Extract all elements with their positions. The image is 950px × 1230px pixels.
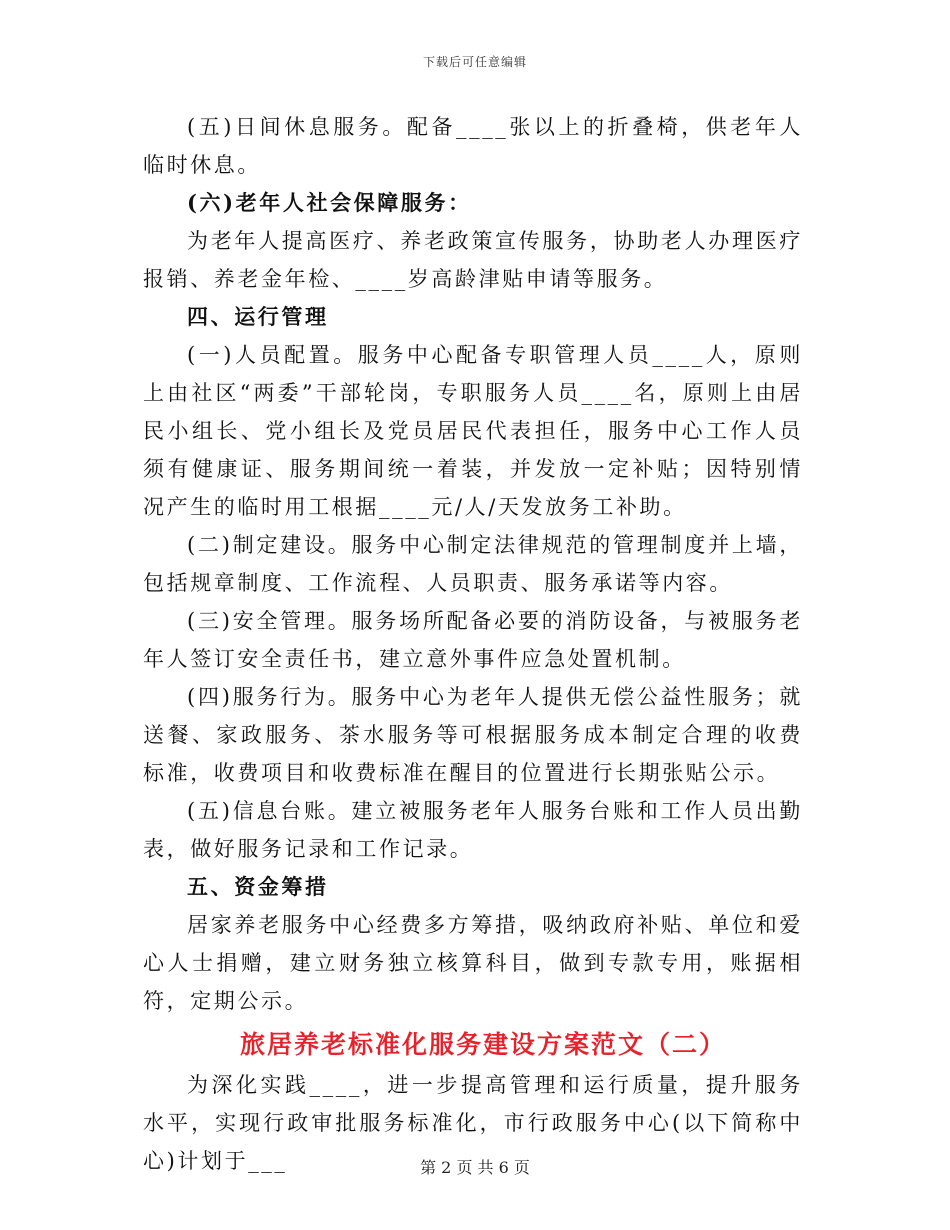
document-body	[143, 108, 803, 1180]
section-title: 旅居养老标准化服务建设方案范文（二）	[239, 1030, 726, 1059]
para-daytime-rest: (五)日间休息服务。配备____张以上的折叠椅，供老年人临时休息。	[143, 115, 803, 177]
page-footer: 第 2 页 共 6 页	[420, 1158, 530, 1177]
para-funding: 居家养老服务中心经费多方筹措，吸纳政府补贴、单位和爱心人士捐赠，建立财务独立核算科目，做到专款专用，账据相符，定期公示。	[143, 913, 803, 1013]
para-records: (五)信息台账。建立被服务老年人服务台账和工作人员出勤表，做好服务记录和工作记录。	[143, 799, 803, 861]
heading-operation: 四、运行管理	[187, 304, 329, 329]
para-intro: 为深化实践____，进一步提高管理和运行质量，提升服务水平，实现行政审批服务标准化，市行政服务中心(以下简称中心)计划于___	[143, 1073, 803, 1173]
heading-funding: 五、资金筹措	[187, 874, 329, 899]
para-staffing: (一)人员配置。服务中心配备专职管理人员____人，原则上由社区“两委”干部轮岗，专职服务人员____名，原则上由居民小组长、党小组长及党员居民代表担任，服务中心工作人员须有健康证、服务期间统一着装，并发放一定补贴；因特别情况产生的临时用工根据____元/人/天发放务工补助。	[143, 343, 803, 519]
heading-social-security: (六)老年人社会保障服务：	[187, 190, 472, 215]
para-social-security: 为老年人提高医疗、养老政策宣传服务，协助老人办理医疗报销、养老金年检、____岁高龄津贴申请等服务。	[143, 229, 803, 291]
para-safety: (三)安全管理。服务场所配备必要的消防设备，与被服务老年人签订安全责任书，建立意外事件应急处置机制。	[143, 609, 803, 671]
para-service-conduct: (四)服务行为。服务中心为老年人提供无偿公益性服务；就送餐、家政服务、茶水服务等可根据服务成本制定合理的收费标准，收费项目和收费标准在醒目的位置进行长期张贴公示。	[143, 685, 803, 785]
para-rules: (二)制定建设。服务中心制定法律规范的管理制度并上墙，包括规章制度、工作流程、人员职责、服务承诺等内容。	[143, 533, 803, 595]
page-header: 下载后可任意编辑	[422, 55, 527, 69]
